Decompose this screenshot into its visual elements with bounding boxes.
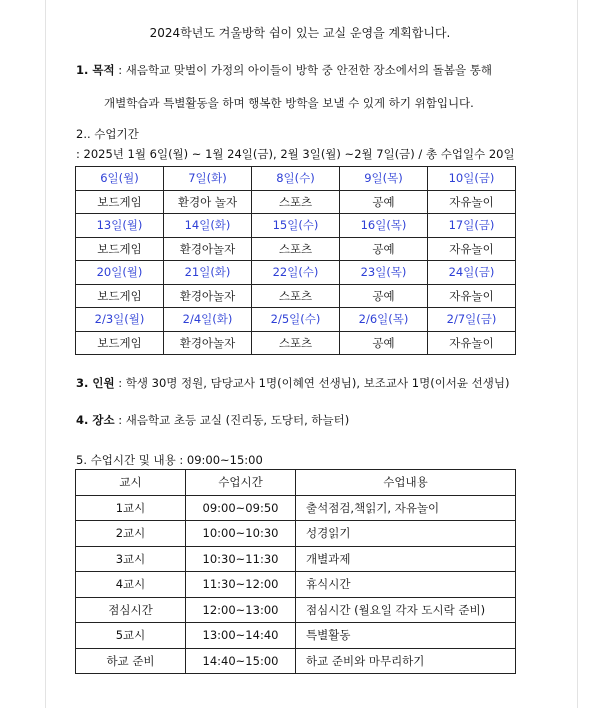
class-time-header-row: [76, 470, 516, 496]
period-column-header: 교시: [76, 470, 186, 496]
schedule-date-cell: 21일(화): [164, 261, 252, 285]
week-activity-row: [76, 190, 516, 214]
class-time-row: [76, 521, 516, 547]
class-period-cell: 2교시: [76, 521, 186, 547]
schedule-activity-cell: 스포츠: [252, 331, 340, 355]
staff-detail: : 학생 30명 정원, 담당교사 1명(이혜연 선생님), 보조교사 1명(이서윤 선생님): [114, 376, 510, 390]
class-time-cell: 11:30~12:00: [186, 572, 296, 598]
schedule-date-cell: 17일(금): [428, 214, 516, 238]
schedule-date-cell: 24일(금): [428, 261, 516, 285]
schedule-activity-cell: 공예: [340, 237, 428, 261]
schedule-date-cell: 2/5일(수): [252, 308, 340, 332]
time-column-header: 수업시간: [186, 470, 296, 496]
schedule-date-cell: 13일(월): [76, 214, 164, 238]
place-line: [76, 412, 349, 428]
schedule-activity-cell: 환경아놀자: [164, 237, 252, 261]
schedule-activity-cell: 스포츠: [252, 284, 340, 308]
schedule-date-cell: 2/4일(화): [164, 308, 252, 332]
purpose-heading: 1. 목적: [76, 63, 115, 77]
week-date-row: [76, 308, 516, 332]
class-period-cell: 1교시: [76, 495, 186, 521]
class-time-row: [76, 623, 516, 649]
class-time-cell: 10:30~11:30: [186, 546, 296, 572]
purpose-text-2: 개별학습과 특별활동을 하며 행복한 방학을 보낼 수 있게 하기 위함입니다.: [104, 96, 474, 110]
class-period-cell: 4교시: [76, 572, 186, 598]
schedule-date-cell: 10일(금): [428, 167, 516, 191]
schedule-activity-cell: 자유놀이: [428, 331, 516, 355]
schedule-date-cell: 20일(월): [76, 261, 164, 285]
class-time-cell: 14:40~15:00: [186, 648, 296, 674]
staff-heading: 3. 인원: [76, 376, 115, 390]
week-date-row: [76, 167, 516, 191]
schedule-activity-cell: 보드게임: [76, 237, 164, 261]
class-content-cell: 특별활동: [296, 623, 516, 649]
purpose-text-1: : 새음학교 맞벌이 가정의 아이들이 방학 중 안전한 장소에서의 돌봄을 통해: [114, 63, 492, 77]
schedule-date-cell: 15일(수): [252, 214, 340, 238]
content-column-header: 수업내용: [296, 470, 516, 496]
schedule-date-cell: 8일(수): [252, 167, 340, 191]
class-content-cell: 점심시간 (월요일 각자 도시락 준비): [296, 597, 516, 623]
place-heading: 4. 장소: [76, 413, 115, 427]
class-time-heading: 5. 수업시간 및 내용 : 09:00~15:00: [76, 453, 263, 467]
schedule-activity-cell: 스포츠: [252, 190, 340, 214]
schedule-activity-cell: 환경아놀자: [164, 331, 252, 355]
schedule-activity-cell: 자유놀이: [428, 237, 516, 261]
week-date-row: [76, 261, 516, 285]
week-activity-row: [76, 284, 516, 308]
schedule-date-cell: 2/3일(월): [76, 308, 164, 332]
schedule-date-cell: 22일(수): [252, 261, 340, 285]
schedule-activity-cell: 자유놀이: [428, 190, 516, 214]
class-time-row: [76, 572, 516, 598]
class-time-row: [76, 546, 516, 572]
class-time-cell: 12:00~13:00: [186, 597, 296, 623]
schedule-activity-cell: 공예: [340, 284, 428, 308]
schedule-activity-cell: 공예: [340, 331, 428, 355]
schedule-date-cell: 2/6일(목): [340, 308, 428, 332]
document-title: 2024학년도 겨울방학 쉼이 있는 교실 운영을 계획합니다.: [149, 26, 451, 40]
class-time-table: [75, 469, 516, 674]
class-content-cell: 휴식시간: [296, 572, 516, 598]
week-activity-row: [76, 331, 516, 355]
class-content-cell: 출석점검,책읽기, 자유놀이: [296, 495, 516, 521]
class-time-row: [76, 648, 516, 674]
schedule-activity-cell: 공예: [340, 190, 428, 214]
schedule-date-cell: 7일(화): [164, 167, 252, 191]
staff-line: [76, 375, 510, 391]
place-detail: : 새음학교 초등 교실 (진리동, 도당터, 하늘터): [114, 413, 350, 427]
schedule-activity-cell: 스포츠: [252, 237, 340, 261]
class-time-row: [76, 597, 516, 623]
purpose-line-1: [76, 62, 492, 78]
class-content-cell: 하교 준비와 마무리하기: [296, 648, 516, 674]
schedule-date-cell: 23일(목): [340, 261, 428, 285]
schedule-date-cell: 14일(화): [164, 214, 252, 238]
class-content-cell: 성경읽기: [296, 521, 516, 547]
class-time-cell: 09:00~09:50: [186, 495, 296, 521]
class-period-cell: 5교시: [76, 623, 186, 649]
class-period-cell: 점심시간: [76, 597, 186, 623]
schedule-activity-cell: 자유놀이: [428, 284, 516, 308]
class-time-cell: 10:00~10:30: [186, 521, 296, 547]
schedule-activity-cell: 보드게임: [76, 284, 164, 308]
week-activity-row: [76, 237, 516, 261]
period-heading: 2.. 수업기간: [76, 127, 139, 141]
schedule-date-cell: 6일(월): [76, 167, 164, 191]
schedule-date-cell: 9일(목): [340, 167, 428, 191]
class-time-row: [76, 495, 516, 521]
schedule-activity-cell: 환경아 놀자: [164, 190, 252, 214]
schedule-activity-cell: 보드게임: [76, 331, 164, 355]
schedule-activity-cell: 보드게임: [76, 190, 164, 214]
class-period-cell: 하교 준비: [76, 648, 186, 674]
schedule-activity-cell: 환경아놀자: [164, 284, 252, 308]
class-time-cell: 13:00~14:40: [186, 623, 296, 649]
schedule-date-cell: 2/7일(금): [428, 308, 516, 332]
class-content-cell: 개별과제: [296, 546, 516, 572]
weekly-schedule-table: [75, 166, 516, 355]
schedule-date-cell: 16일(목): [340, 214, 428, 238]
class-period-cell: 3교시: [76, 546, 186, 572]
period-detail: : 2025년 1월 6일(월) ~ 1월 24일(금), 2월 3일(월) ~2월 7일(금) / 총 수업일수 20일: [76, 147, 515, 161]
week-date-row: [76, 214, 516, 238]
